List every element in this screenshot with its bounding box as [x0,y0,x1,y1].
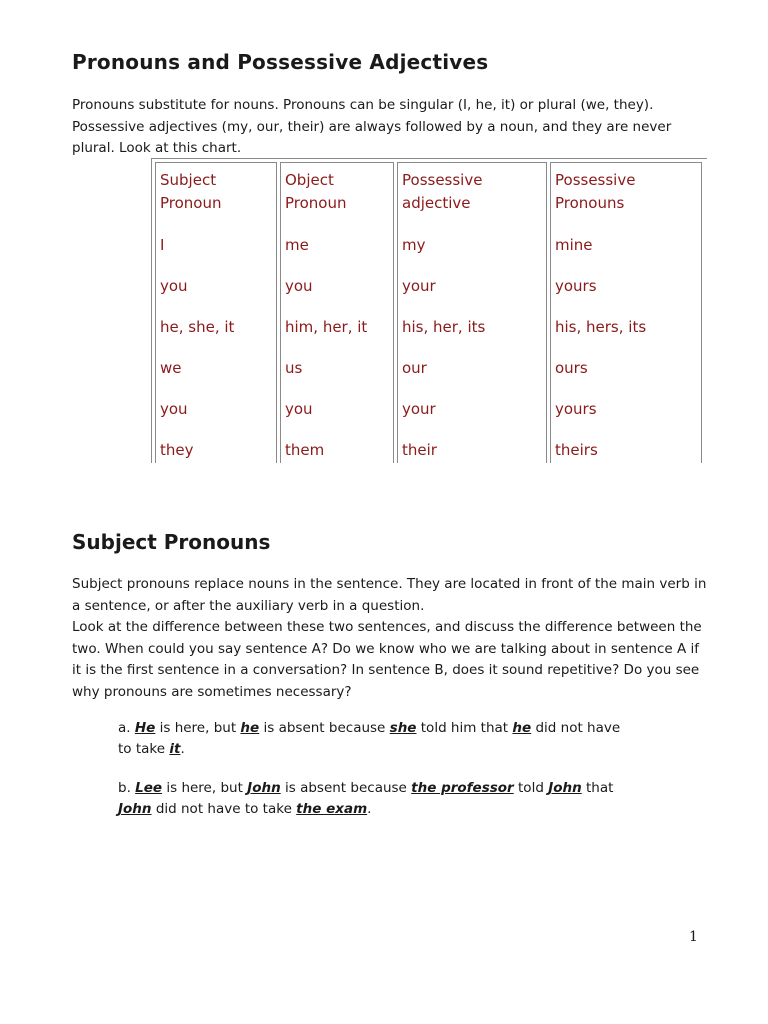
table-cell: his, her, its [402,318,486,336]
column-header: Subject Pronoun [160,171,222,212]
table-cell: us [285,359,303,377]
table-cell: our [402,359,427,377]
table-column [550,162,702,463]
table-cell: his, hers, its [555,318,647,336]
table-cell: yours [555,400,597,418]
table-cell: me [285,236,309,254]
table-cell: ours [555,359,588,377]
pronoun-chart [151,158,707,463]
table-cell: you [285,400,313,418]
column-header: Possessive Pronouns [555,171,636,212]
example-sentence-a: a. He is here, but he is absent because she told him that he did not have to take it. [118,720,621,757]
table-cell: him, her, it [285,318,368,336]
table-cell: theirs [555,441,598,459]
paragraph-text: Look at the difference between these two sentences, and discuss the difference between the two. When could you say sentence A? Do we know who we are talking about in sentence A if it is the first sentence in a conversation? In sentence B, does it sound repetitive? Do you see why pronouns are sometimes necessary? [72,619,702,700]
table-cell: yours [555,277,597,295]
section-heading: Subject Pronouns [72,530,271,554]
table-cell: your [402,277,436,295]
table-column [397,162,547,463]
table-cell: I [160,236,165,254]
table-cell: you [160,400,188,418]
paragraph-text: Subject pronouns replace nouns in the sentence. They are located in front of the main verb in a sentence, or after the auxiliary verb in a question. [72,576,707,614]
table-cell: you [160,277,188,295]
table-cell: them [285,441,325,459]
page-number: 1 [689,929,698,945]
table-column [155,162,277,463]
table-cell: we [160,359,182,377]
intro-paragraph: Pronouns substitute for nouns. Pronouns can be singular (I, he, it) or plural (we, they). Possessive adjectives (my, our, their) are always followed by a noun, and they are never plural. Look at this chart. [72,97,672,156]
page-title: Pronouns and Possessive Adjectives [72,50,489,74]
table-cell: he, she, it [160,318,235,336]
column-header: Possessive adjective [402,171,483,212]
table-cell: my [402,236,426,254]
table-column [280,162,394,463]
table-cell: they [160,441,194,459]
example-sentence-b: b. Lee is here, but John is absent because the professor told John that John did not have to take the exam. [118,780,614,817]
section-paragraph [72,574,712,703]
table-cell: their [402,441,437,459]
table-cell: mine [555,236,593,254]
table-cell: you [285,277,313,295]
table-cell: your [402,400,436,418]
column-header: Object Pronoun [285,171,347,212]
